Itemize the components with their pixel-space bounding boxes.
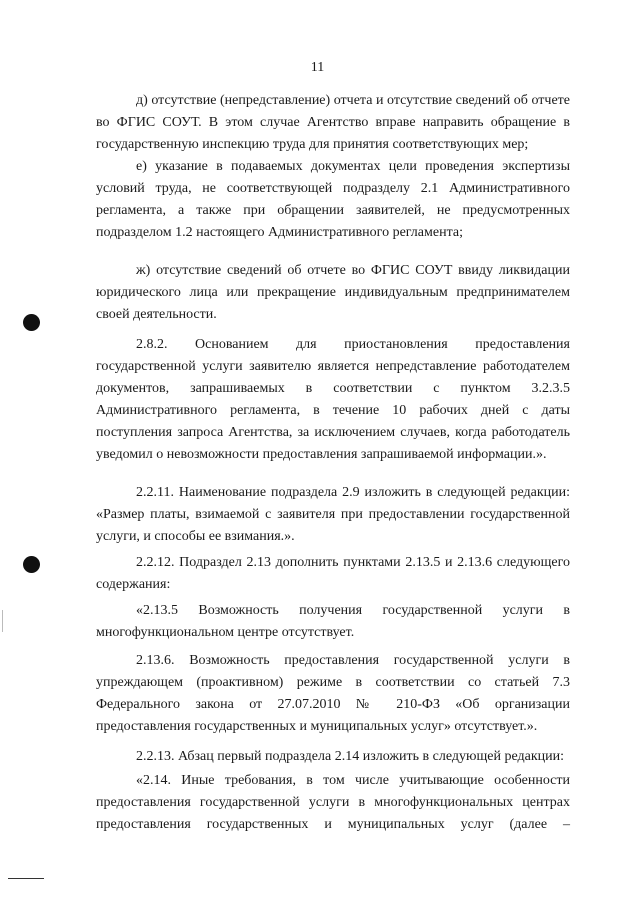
paragraph-item-d: д) отсутствие (непредставление) отчета и отсутствие сведений об отчете во ФГИС СОУТ. В этом случае Агентство вправе направить обращение в государственную инспекцию труда для принятия соответствующих мер;	[96, 93, 570, 152]
paragraph-2-2-11: 2.2.11. Наименование подраздела 2.9 изложить в следующей редакции: «Размер платы, взимаемой с заявителя при предоставлении государственной услуги, и способы ее взимания.».	[96, 485, 570, 544]
paragraph-2-2-12: 2.2.12. Подраздел 2.13 дополнить пунктами 2.13.5 и 2.13.6 следующего содержания:	[96, 555, 570, 592]
paragraph-2-2-13: 2.2.13. Абзац первый подраздела 2.14 изложить в следующей редакции:	[136, 749, 564, 764]
punch-hole-lower	[23, 556, 40, 573]
margin-mark	[2, 610, 3, 632]
paragraph-2-13-6: 2.13.6. Возможность предоставления государственной услуги в упреждающем (проактивном) режиме в соответствии со статьей 7.3 Федерального закона от 27.07.2010 № 210-ФЗ «Об организации предоставления государственных и муниципальных услуг» отсутствует.».	[96, 653, 570, 734]
punch-hole-upper	[23, 314, 40, 331]
page-number: 11	[310, 60, 325, 75]
bottom-edge-rule	[8, 878, 44, 879]
paragraph-2-8-2: 2.8.2. Основанием для приостановления предоставления государственной услуги заявителю является непредставление работодателем документов, запрашиваемых в соответствии с пунктом 3.2.3.5 Административного регламента, в течение 10 рабочих дней с даты поступления запроса Агентства, за исключением случаев, когда работодатель уведомил о невозможности предоставления запрашиваемой информации.».	[96, 337, 570, 462]
paragraph-item-e: е) указание в подаваемых документах цели проведения экспертизы условий труда, не соответствующей подразделу 2.1 Административного регламента, а также при обращении заявителей, не предусмотренных подразделом 1.2 настоящего Административного регламента;	[96, 159, 570, 240]
paragraph-item-zh: ж) отсутствие сведений об отчете во ФГИС СОУТ ввиду ликвидации юридического лица или прекращение индивидуальным предпринимателем своей деятельности.	[96, 263, 570, 322]
paragraph-2-14: «2.14. Иные требования, в том числе учитывающие особенности предоставления государственной услуги в многофункциональных центрах предоставления государственных и муниципальных услуг (далее –	[96, 773, 570, 832]
paragraph-2-13-5: «2.13.5 Возможность получения государственной услуги в многофункциональном центре отсутствует.	[96, 603, 570, 640]
